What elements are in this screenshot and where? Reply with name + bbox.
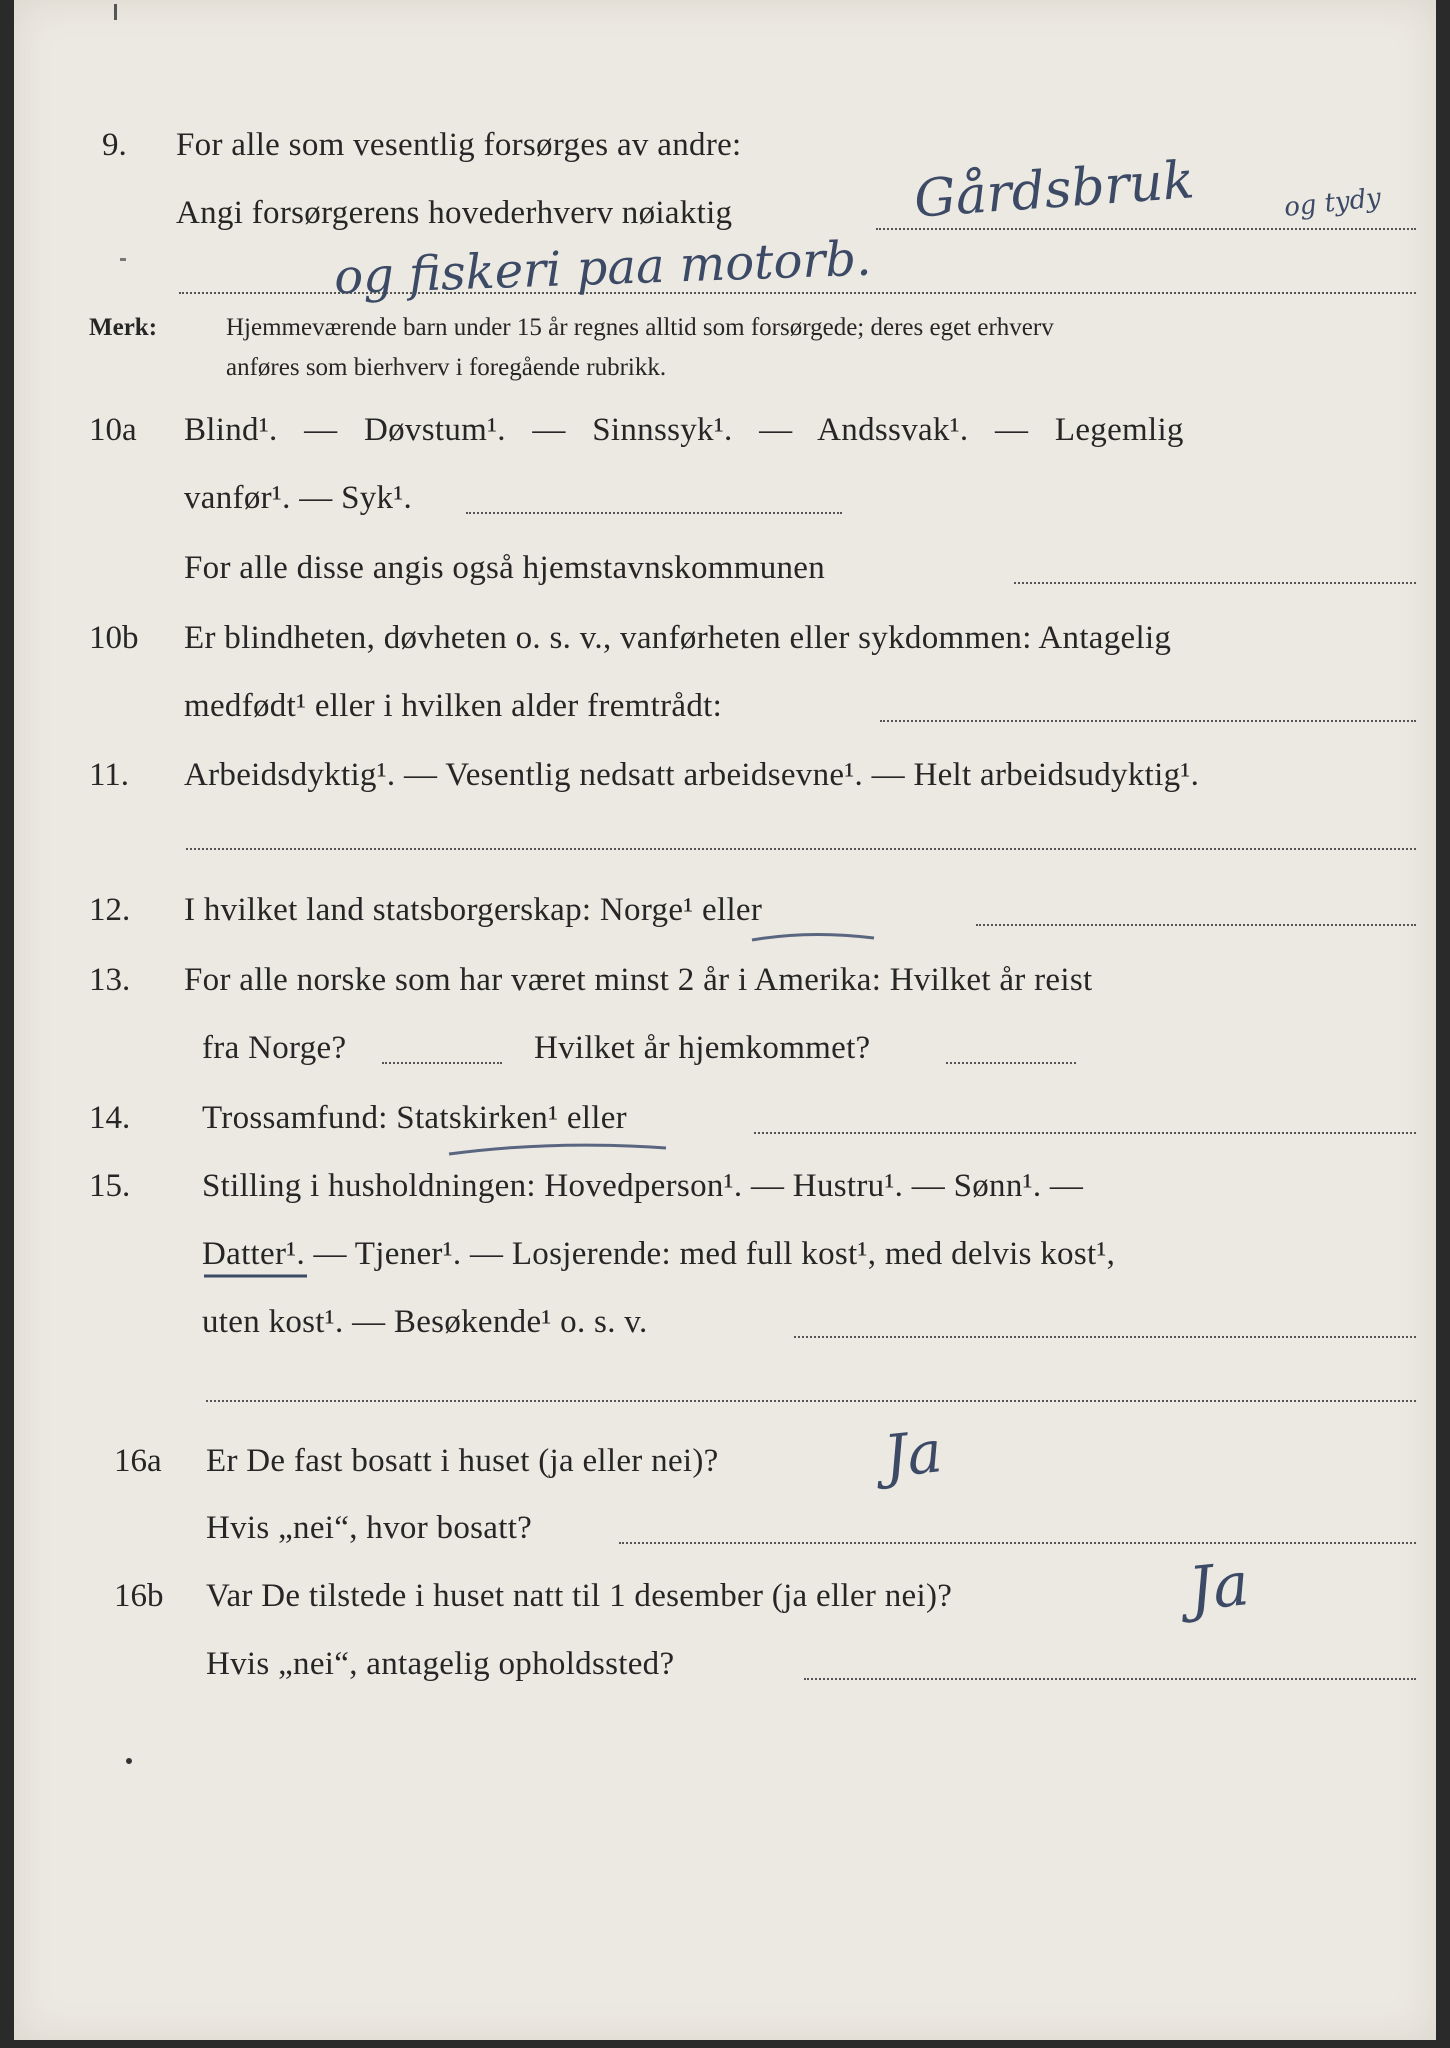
q13-reist-line xyxy=(382,1062,502,1064)
q16a-line1: Er De fast bosatt i huset (ja eller nei)? xyxy=(206,1443,719,1479)
q10a-line3: For alle disse angis også hjemstavnskommunen xyxy=(184,550,826,586)
merk-note-line1: Hjemmeværende barn under 15 år regnes alltid som forsørgede; deres eget erhverv xyxy=(226,314,1054,341)
q11-answer-line xyxy=(186,848,1416,850)
q13-line2b: Hvilket år hjemkommet? xyxy=(534,1030,871,1066)
form-page xyxy=(14,0,1436,2040)
q9-answer-line xyxy=(876,228,1416,230)
q15-number: 15. xyxy=(89,1168,131,1204)
q9-number: 9. xyxy=(102,127,127,163)
q9-handwritten-answer[interactable]: Gårdsbruk xyxy=(912,150,1197,230)
q16b-line2: Hvis „nei“, antagelig opholdssted? xyxy=(206,1646,675,1682)
q16a-handwritten-answer[interactable]: Ja xyxy=(880,1417,946,1491)
norge-underline-mark xyxy=(749,928,879,948)
q9-line2: Angi forsørgerens hovederhverv nøiaktig xyxy=(176,195,733,231)
q13-hjemkommet-line xyxy=(946,1062,1076,1064)
ink-speck xyxy=(126,1758,132,1764)
q14-line1: Trossamfund: Statskirken¹ eller xyxy=(202,1100,627,1136)
q14-answer-line xyxy=(754,1132,1416,1134)
q10b-line2: medfødt¹ eller i hvilken alder fremtrådt: xyxy=(184,688,723,724)
q11-number: 11. xyxy=(89,757,130,793)
ink-speck xyxy=(120,258,126,261)
q15-answer-line xyxy=(794,1336,1416,1338)
q11-line1: Arbeidsdyktig¹. — Vesentlig nedsatt arbeidsevne¹. — Helt arbeidsudyktig¹. xyxy=(184,757,1200,793)
q10a-line2: vanfør¹. — Syk¹. xyxy=(184,480,413,516)
q16b-number: 16b xyxy=(114,1578,164,1614)
q10a-answer-line xyxy=(466,512,842,514)
datter-underline-mark xyxy=(202,1270,312,1284)
q13-line1: For alle norske som har været minst 2 år i Amerika: Hvilket år reist xyxy=(184,962,1093,998)
q9-handwritten-extra[interactable]: og tydy xyxy=(1282,183,1383,223)
merk-label: Merk: xyxy=(89,314,158,341)
q16a-line2: Hvis „nei“, hvor bosatt? xyxy=(206,1510,533,1546)
q16a-number: 16a xyxy=(114,1443,162,1479)
q12-answer-line xyxy=(976,924,1416,926)
q12-line1: I hvilket land statsborgerskap: Norge¹ eller xyxy=(184,892,763,928)
merk-note-line2: anføres som bierhverv i foregående rubrikk. xyxy=(226,354,667,381)
q10a-hjemstavn-line xyxy=(1014,582,1416,584)
q16b-handwritten-answer[interactable]: Ja xyxy=(1185,1549,1253,1625)
q10a-number: 10a xyxy=(89,412,137,448)
q13-line2: fra Norge? xyxy=(202,1030,347,1066)
merk-note xyxy=(226,308,1054,388)
q15-answer-line-2 xyxy=(206,1400,1416,1402)
statskirken-underline-mark xyxy=(444,1136,674,1166)
q9-handwritten-answer-2[interactable]: og fiskeri paa motorb. xyxy=(333,230,873,306)
q16b-line1: Var De tilstede i huset natt til 1 desember (ja eller nei)? xyxy=(206,1578,953,1614)
q10b-number: 10b xyxy=(89,620,139,656)
q10b-line1: Er blindheten, døvheten o. s. v., vanførheten eller sykdommen: Antagelig xyxy=(184,620,1172,656)
q16b-answer-line xyxy=(804,1678,1416,1680)
q10a-line1: Blind¹. — Døvstum¹. — Sinnssyk¹. — Andssvak¹. — Legemlig xyxy=(184,412,1184,448)
q10b-answer-line xyxy=(880,720,1416,722)
q9-line1: For alle som vesentlig forsørges av andre: xyxy=(176,127,742,163)
q15-line1: Stilling i husholdningen: Hovedperson¹. — Hustru¹. — Sønn¹. — xyxy=(202,1168,1084,1204)
q16a-answer-line xyxy=(619,1542,1416,1544)
edge-mark xyxy=(114,4,117,20)
q12-number: 12. xyxy=(89,892,131,928)
q15-line3: uten kost¹. — Besøkende¹ o. s. v. xyxy=(202,1304,648,1340)
q13-number: 13. xyxy=(89,962,131,998)
q15-line2: Datter¹. — Tjener¹. — Losjerende: med full kost¹, med delvis kost¹, xyxy=(202,1236,1116,1272)
q14-number: 14. xyxy=(89,1100,131,1136)
